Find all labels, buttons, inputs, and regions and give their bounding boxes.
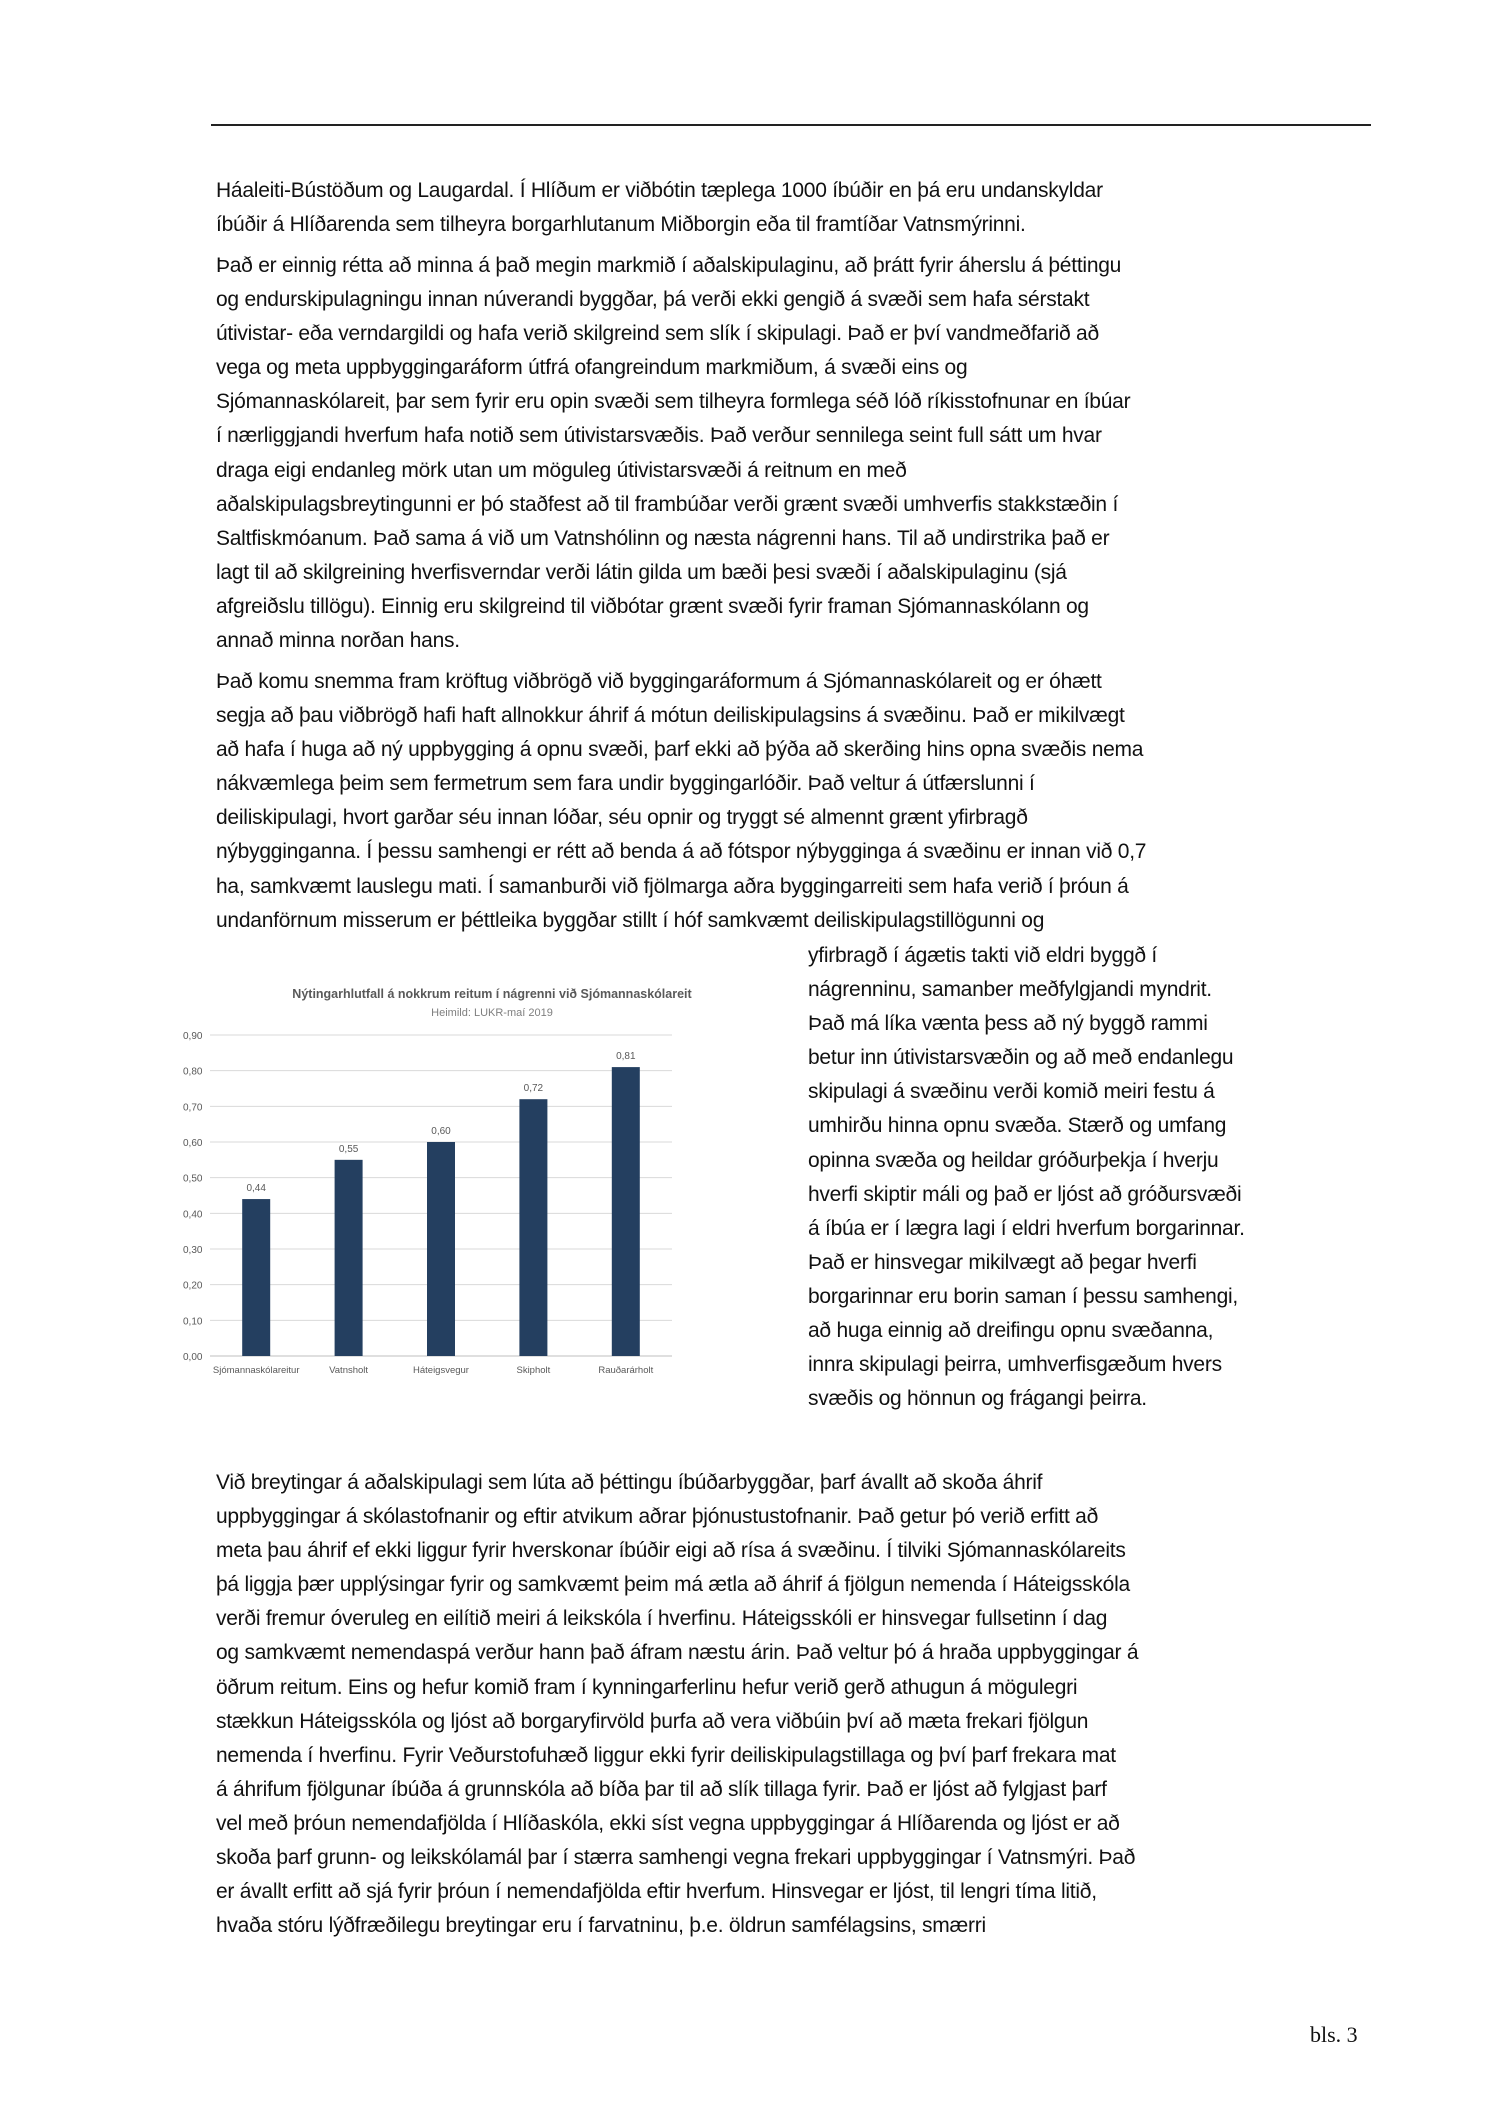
x-tick-label: Sjómannaskólareitur — [212, 1365, 300, 1376]
y-tick-label: 0,30 — [183, 1245, 203, 1256]
text-line: Það má líka vænta þess að ný byggð rammi — [808, 1012, 1208, 1036]
data-label: 0,44 — [246, 1183, 266, 1195]
y-tick-label: 0,40 — [183, 1209, 203, 1221]
text-line: draga eigi endanleg mörk utan um möguleg útivistarsvæði á reitnum en með — [216, 458, 907, 482]
bar-chart — [177, 975, 787, 1395]
text-line: Sjómannaskólareit, þar sem fyrir eru opin svæði sem tilheyra formlega séð lóð ríkisstofnunar en íbúar — [216, 390, 1131, 414]
bar — [242, 1199, 270, 1356]
text-line: Við breytingar á aðalskipulagi sem lúta að þéttingu íbúðarbyggðar, þarf ávallt að skoða áhrif — [216, 1471, 1043, 1494]
data-label: 0,60 — [431, 1126, 451, 1137]
text-line: og endurskipulagningu innan núverandi byggðar, þá verði ekki gengið á svæði sem hafa sérstakt — [216, 288, 1090, 312]
text-line: útivistar- eða verndargildi og hafa verið skilgreind sem slík í skipulagi. Það er því vandmeðfarið að — [216, 322, 1099, 346]
text-line: umhirðu hinna opnu svæða. Stærð og umfang — [808, 1114, 1227, 1138]
text-line: Það komu snemma fram kröftug viðbrögð við byggingaráformum á Sjómannaskólareit og er óhætt — [216, 670, 1102, 693]
text-line: Það er hinsvegar mikilvægt að þegar hverfi — [808, 1250, 1197, 1274]
paragraph-2 — [216, 249, 1130, 658]
chart-title: Nýtingarhlutfall á nokkrum reitum í nágrenni við Sjómannaskólareit — [292, 987, 692, 1001]
x-tick-label: Rauðarárholt — [598, 1365, 654, 1376]
text-line: skoða þarf grunn- og leikskólamál þar í stærra samhengi vegna frekari uppbyggingar í Vatnsmýri. Það — [216, 1846, 1136, 1870]
text-line: ha, samkvæmt lauslegu mati. Í samanburði við fjölmarga aðra byggingarreiti sem hafa verið í þróun á — [216, 874, 1129, 898]
y-tick-label: 0,20 — [183, 1280, 203, 1292]
text-line: verði fremur óveruleg en eilítið meiri á leikskóla í hverfinu. Háteigsskóli er hinsvegar fullsetinn í dag — [216, 1607, 1108, 1631]
text-line: þá liggja þær upplýsingar fyrir og samkvæmt þeim má ætla að áhrif á fjölgun nemenda í Háteigsskóla — [216, 1573, 1130, 1597]
text-line: Saltfiskmóanum. Það sama á við um Vatnshólinn og næsta nágrenni hans. Til að undirstrika það er — [216, 526, 1110, 550]
text-line: deiliskipulagi, hvort garðar séu innan lóðar, séu opnir og tryggt sé almennt grænt yfirbragð — [216, 806, 1028, 830]
text-line: að hafa í huga að ný uppbygging á opnu svæði, þarf ekki að þýða að skerðing hins opna svæðis nema — [216, 738, 1144, 762]
y-tick-label: 0,00 — [183, 1352, 203, 1363]
page-number: bls. 3 — [1310, 2022, 1358, 2047]
text-line: í nærliggjandi hverfum hafa notið sem útivistarsvæðis. Það verður sennilega seint full sátt um hvar — [216, 424, 1102, 448]
text-line: svæðis og hönnun og frágangi þeirra. — [808, 1387, 1147, 1411]
header-rule — [211, 124, 1371, 126]
data-label: 0,72 — [523, 1083, 544, 1095]
text-line: betur inn útivistarsvæðin og að með endanlegu — [808, 1046, 1234, 1070]
text-line: öðrum reitum. Eins og hefur komið fram í kynningarferlinu hefur verið gerð athugun á mögulegri — [216, 1675, 1078, 1699]
y-tick-label: 0,50 — [183, 1173, 203, 1185]
text-line: á íbúa er í lægra lagi í eldri hverfum borgarinnar. — [808, 1216, 1245, 1240]
y-tick-label: 0,70 — [183, 1102, 203, 1114]
paragraph-1 — [216, 174, 1103, 242]
text-line: lagt til að skilgreining hverfisverndar verði látin gilda um bæði þesi svæði í aðalskipulaginu (sjá — [216, 560, 1067, 584]
text-line: stækkun Háteigsskóla og ljóst að borgaryfirvöld þurfa að vera viðbúin því að mæta frekari fjölgun — [216, 1709, 1089, 1733]
text-line: er ávallt erfitt að sjá fyrir þróun í nemendafjölda eftir hverfum. Hinsvegar er ljóst, til lengri tíma litið, — [216, 1880, 1097, 1904]
text-line: Háaleiti-Bústöðum og Laugardal. Í Hlíðum er viðbótin tæplega 1000 íbúðir en þá eru undanskyldar — [216, 179, 1103, 202]
chart-subtitle: Heimild: LUKR-maí 2019 — [431, 1007, 553, 1019]
data-label: 0,55 — [338, 1143, 359, 1155]
text-line: hverfi skiptir máli og það er ljóst að gróðursvæði — [808, 1182, 1242, 1206]
y-tick-label: 0,80 — [183, 1066, 203, 1078]
paragraph-3 — [216, 665, 1146, 938]
text-line: nemenda í hverfinu. Fyrir Veðurstofuhæð liggur ekki fyrir deiliskipulagstillaga og því þarf frekara mat — [216, 1743, 1116, 1767]
bar — [335, 1160, 363, 1356]
text-line: vel með þróun nemendafjölda í Hlíðaskóla, ekki síst vegna uppbyggingar á Hlíðarenda og ljóst er að — [216, 1811, 1120, 1835]
text-line: borgarinnar eru borin saman í þessu samhengi, — [808, 1284, 1238, 1308]
text-line: undanförnum misserum er þéttleika byggðar stillt í hóf samkvæmt deiliskipulagstillögunni og — [216, 908, 1045, 932]
text-line: íbúðir á Hlíðarenda sem tilheyra borgarhlutanum Miðborgin eða til framtíðar Vatnsmýrinni. — [216, 213, 1026, 237]
y-tick-label: 0,90 — [183, 1031, 203, 1042]
bar — [612, 1067, 640, 1356]
bar — [519, 1099, 547, 1356]
data-label: 0,81 — [616, 1051, 636, 1063]
y-tick-label: 0,10 — [183, 1316, 203, 1328]
x-tick-label: Skipholt — [516, 1365, 551, 1376]
y-tick-label: 0,60 — [183, 1138, 203, 1149]
text-line: hvaða stóru lýðfræðilegu breytingar eru í farvatninu, þ.e. öldrun samfélagsins, smærri — [216, 1914, 986, 1938]
x-tick-label: Háteigsvegur — [413, 1365, 469, 1376]
text-line: vega og meta uppbyggingaráform útfrá ofangreindum markmiðum, á svæði eins og — [216, 356, 968, 380]
text-line: innra skipulagi þeirra, umhverfisgæðum hvers — [808, 1353, 1222, 1377]
text-line: skipulagi á svæðinu verði komið meiri festu á — [808, 1080, 1215, 1104]
text-line: segja að þau viðbrögð hafi haft allnokkur áhrif á mótun deiliskipulagsins á svæðinu. Það er mikilvægt — [216, 704, 1125, 728]
x-tick-label: Vatnsholt — [329, 1365, 369, 1376]
text-line: að huga einnig að dreifingu opnu svæðanna, — [808, 1319, 1214, 1343]
text-line: Það er einnig rétta að minna á það megin markmið í aðalskipulaginu, að þrátt fyrir áherslu á þéttingu — [216, 254, 1122, 277]
text-line: á áhrifum fjölgunar íbúða á grunnskóla að bíða þar til að slík tillaga fyrir. Það er ljóst að fylgjast þarf — [216, 1777, 1107, 1801]
text-line: afgreiðslu tillögu). Einnig eru skilgreind til viðbótar grænt svæði fyrir framan Sjómannaskólann og — [216, 594, 1089, 618]
text-line: nýbygginganna. Í þessu samhengi er rétt að benda á að fótspor nýbygginga á svæðinu er innan við 0,7 — [216, 840, 1147, 864]
text-line: meta þau áhrif ef ekki liggur fyrir hverskonar íbúðir eigi að rísa á svæðinu. Í tilviki Sjómannaskólareits — [216, 1539, 1126, 1563]
text-line: og samkvæmt nemendaspá verður hann það áfram næstu árin. Það veltur þó á hraða uppbyggingar á — [216, 1641, 1139, 1665]
paragraph-3-continued — [808, 939, 1245, 1416]
text-line: annað minna norðan hans. — [216, 629, 460, 653]
text-line: aðalskipulagsbreytingunni er þó staðfest að til frambúðar verði grænt svæði umhverfis stakkstæðin í — [216, 492, 1119, 516]
text-line: nágrenninu, samanber meðfylgjandi myndrit. — [808, 978, 1212, 1002]
text-line: nákvæmlega þeim sem fermetrum sem fara undir byggingarlóðir. Það veltur á útfærslunni í — [216, 772, 1035, 796]
text-line: opinna svæða og heildar gróðurþekja í hverju — [808, 1148, 1219, 1172]
text-line: uppbyggingar á skólastofnanir og eftir atvikum aðrar þjónustustofnanir. Það getur þó verið erfitt að — [216, 1505, 1099, 1529]
paragraph-4 — [216, 1466, 1138, 1943]
bar — [427, 1142, 455, 1356]
text-line: yfirbragð í ágætis takti við eldri byggð í — [808, 944, 1158, 967]
